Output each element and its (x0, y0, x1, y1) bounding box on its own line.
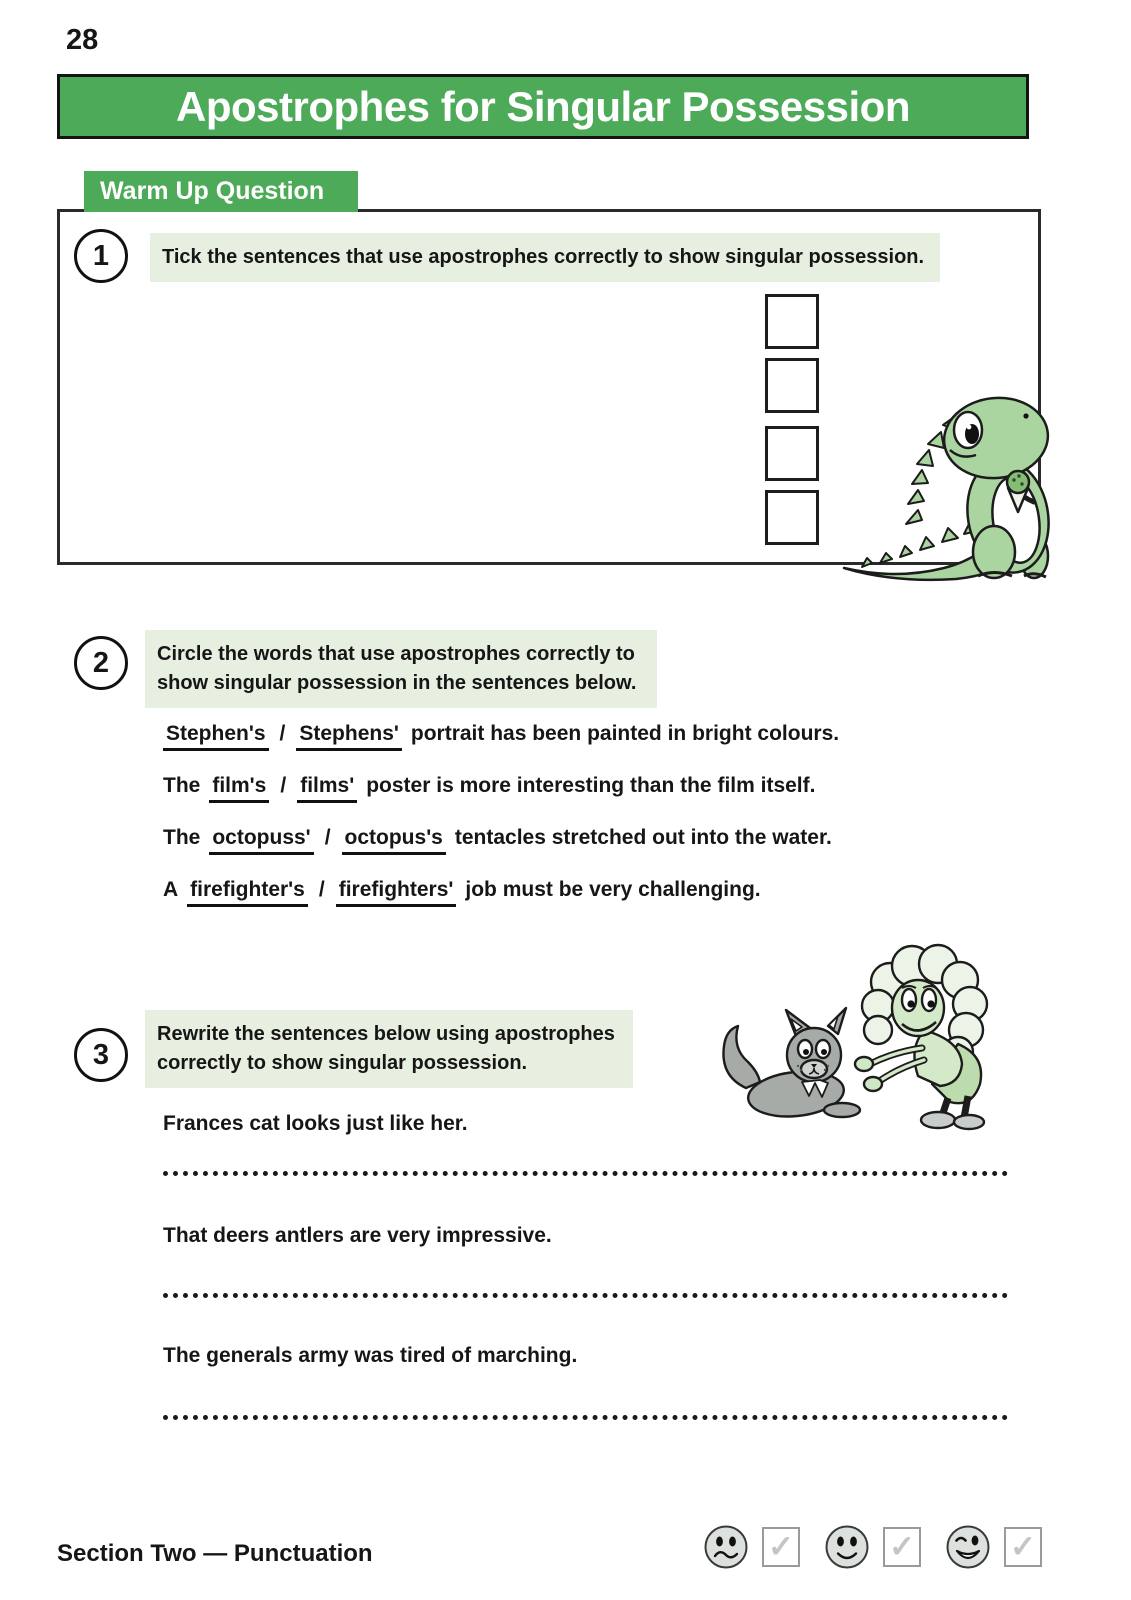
q2-sentence-3 (163, 826, 832, 850)
q2-s2-option-a[interactable]: film's (209, 774, 269, 803)
check-icon: ✓ (768, 1529, 794, 1564)
question2-instruction: Circle the words that use apostrophes correctly to show singular possession in the sentences below. (145, 630, 657, 708)
assessment-checkbox-happy[interactable] (1004, 1527, 1042, 1567)
question2-number-label: 2 (92, 646, 110, 679)
q2-s4-rest: job must be very challenging. (465, 878, 761, 901)
q2-sentence-1 (163, 722, 839, 746)
question1-number-label: 1 (92, 239, 110, 272)
q3-sentence-1: Frances cat looks just like her. (163, 1112, 468, 1135)
q2-s4-option-a[interactable]: firefighter's (187, 878, 308, 907)
q2-sentence-2 (163, 774, 815, 798)
q1-tickbox-2[interactable] (765, 358, 819, 413)
q2-s2-rest: poster is more interesting than the film itself. (366, 774, 816, 797)
q2-s4-option-b[interactable]: firefighters' (336, 878, 457, 907)
assessment-group-unsure (703, 1524, 800, 1570)
q2-s1-rest: portrait has been painted in bright colours. (410, 722, 840, 745)
assessment-group-happy (945, 1524, 1042, 1570)
q2-s2-option-b[interactable]: films' (297, 774, 357, 803)
warm-up-tab: Warm Up Question (84, 171, 358, 212)
q2-s3-option-a[interactable]: octopuss' (209, 826, 313, 855)
section-footer-label: Section Two — Punctuation (57, 1540, 373, 1567)
page-number: 28 (66, 24, 99, 56)
check-icon: ✓ (889, 1529, 915, 1564)
woman-greeting-cat-illustration (712, 936, 994, 1132)
q2-s3-prefix: The (163, 826, 201, 849)
happy-face-icon (945, 1524, 991, 1570)
q2-s3-separator: / (324, 826, 331, 849)
q2-sentence-4 (163, 878, 761, 902)
q2-s1-option-a[interactable]: Stephen's (163, 722, 269, 751)
page-title: Apostrophes for Singular Possession (57, 74, 1029, 139)
cat-and-woman-icon (712, 936, 994, 1132)
check-icon: ✓ (1010, 1529, 1036, 1564)
q3-sentence-3: The generals army was tired of marching. (163, 1344, 578, 1367)
assessment-checkbox-okay[interactable] (883, 1527, 921, 1567)
q3-answer-line-1[interactable] (163, 1156, 1008, 1176)
question1-instruction: Tick the sentences that use apostrophes correctly to show singular possession. (150, 233, 940, 282)
dinosaur-eating-ice-cream-illustration (836, 390, 1050, 582)
q2-s3-option-b[interactable]: octopus's (342, 826, 446, 855)
self-assessment-row (703, 1524, 1042, 1570)
okay-face-icon (824, 1524, 870, 1570)
q2-s3-rest: tentacles stretched out into the water. (454, 826, 832, 849)
q2-s4-separator: / (318, 878, 325, 901)
q2-s4-prefix: A (163, 878, 179, 901)
question3-number-label: 3 (92, 1038, 110, 1071)
assessment-checkbox-unsure[interactable] (762, 1527, 800, 1567)
question2-number (74, 636, 128, 690)
q3-answer-line-2[interactable] (163, 1278, 1008, 1298)
q2-s2-separator: / (280, 774, 287, 797)
assessment-group-okay (824, 1524, 921, 1570)
q1-tickbox-4[interactable] (765, 490, 819, 545)
q2-s1-option-b[interactable]: Stephens' (296, 722, 402, 751)
q3-sentence-2: That deers antlers are very impressive. (163, 1224, 552, 1247)
q1-tickbox-3[interactable] (765, 426, 819, 481)
question3-number (74, 1028, 128, 1082)
dinosaur-icon (836, 390, 1050, 582)
q3-answer-line-3[interactable] (163, 1400, 1008, 1420)
unsure-face-icon (703, 1524, 749, 1570)
question1-number (74, 229, 128, 283)
q2-s1-separator: / (279, 722, 286, 745)
q2-s2-prefix: The (163, 774, 201, 797)
q1-tickbox-1[interactable] (765, 294, 819, 349)
question3-instruction: Rewrite the sentences below using apostrophes correctly to show singular possession. (145, 1010, 633, 1088)
